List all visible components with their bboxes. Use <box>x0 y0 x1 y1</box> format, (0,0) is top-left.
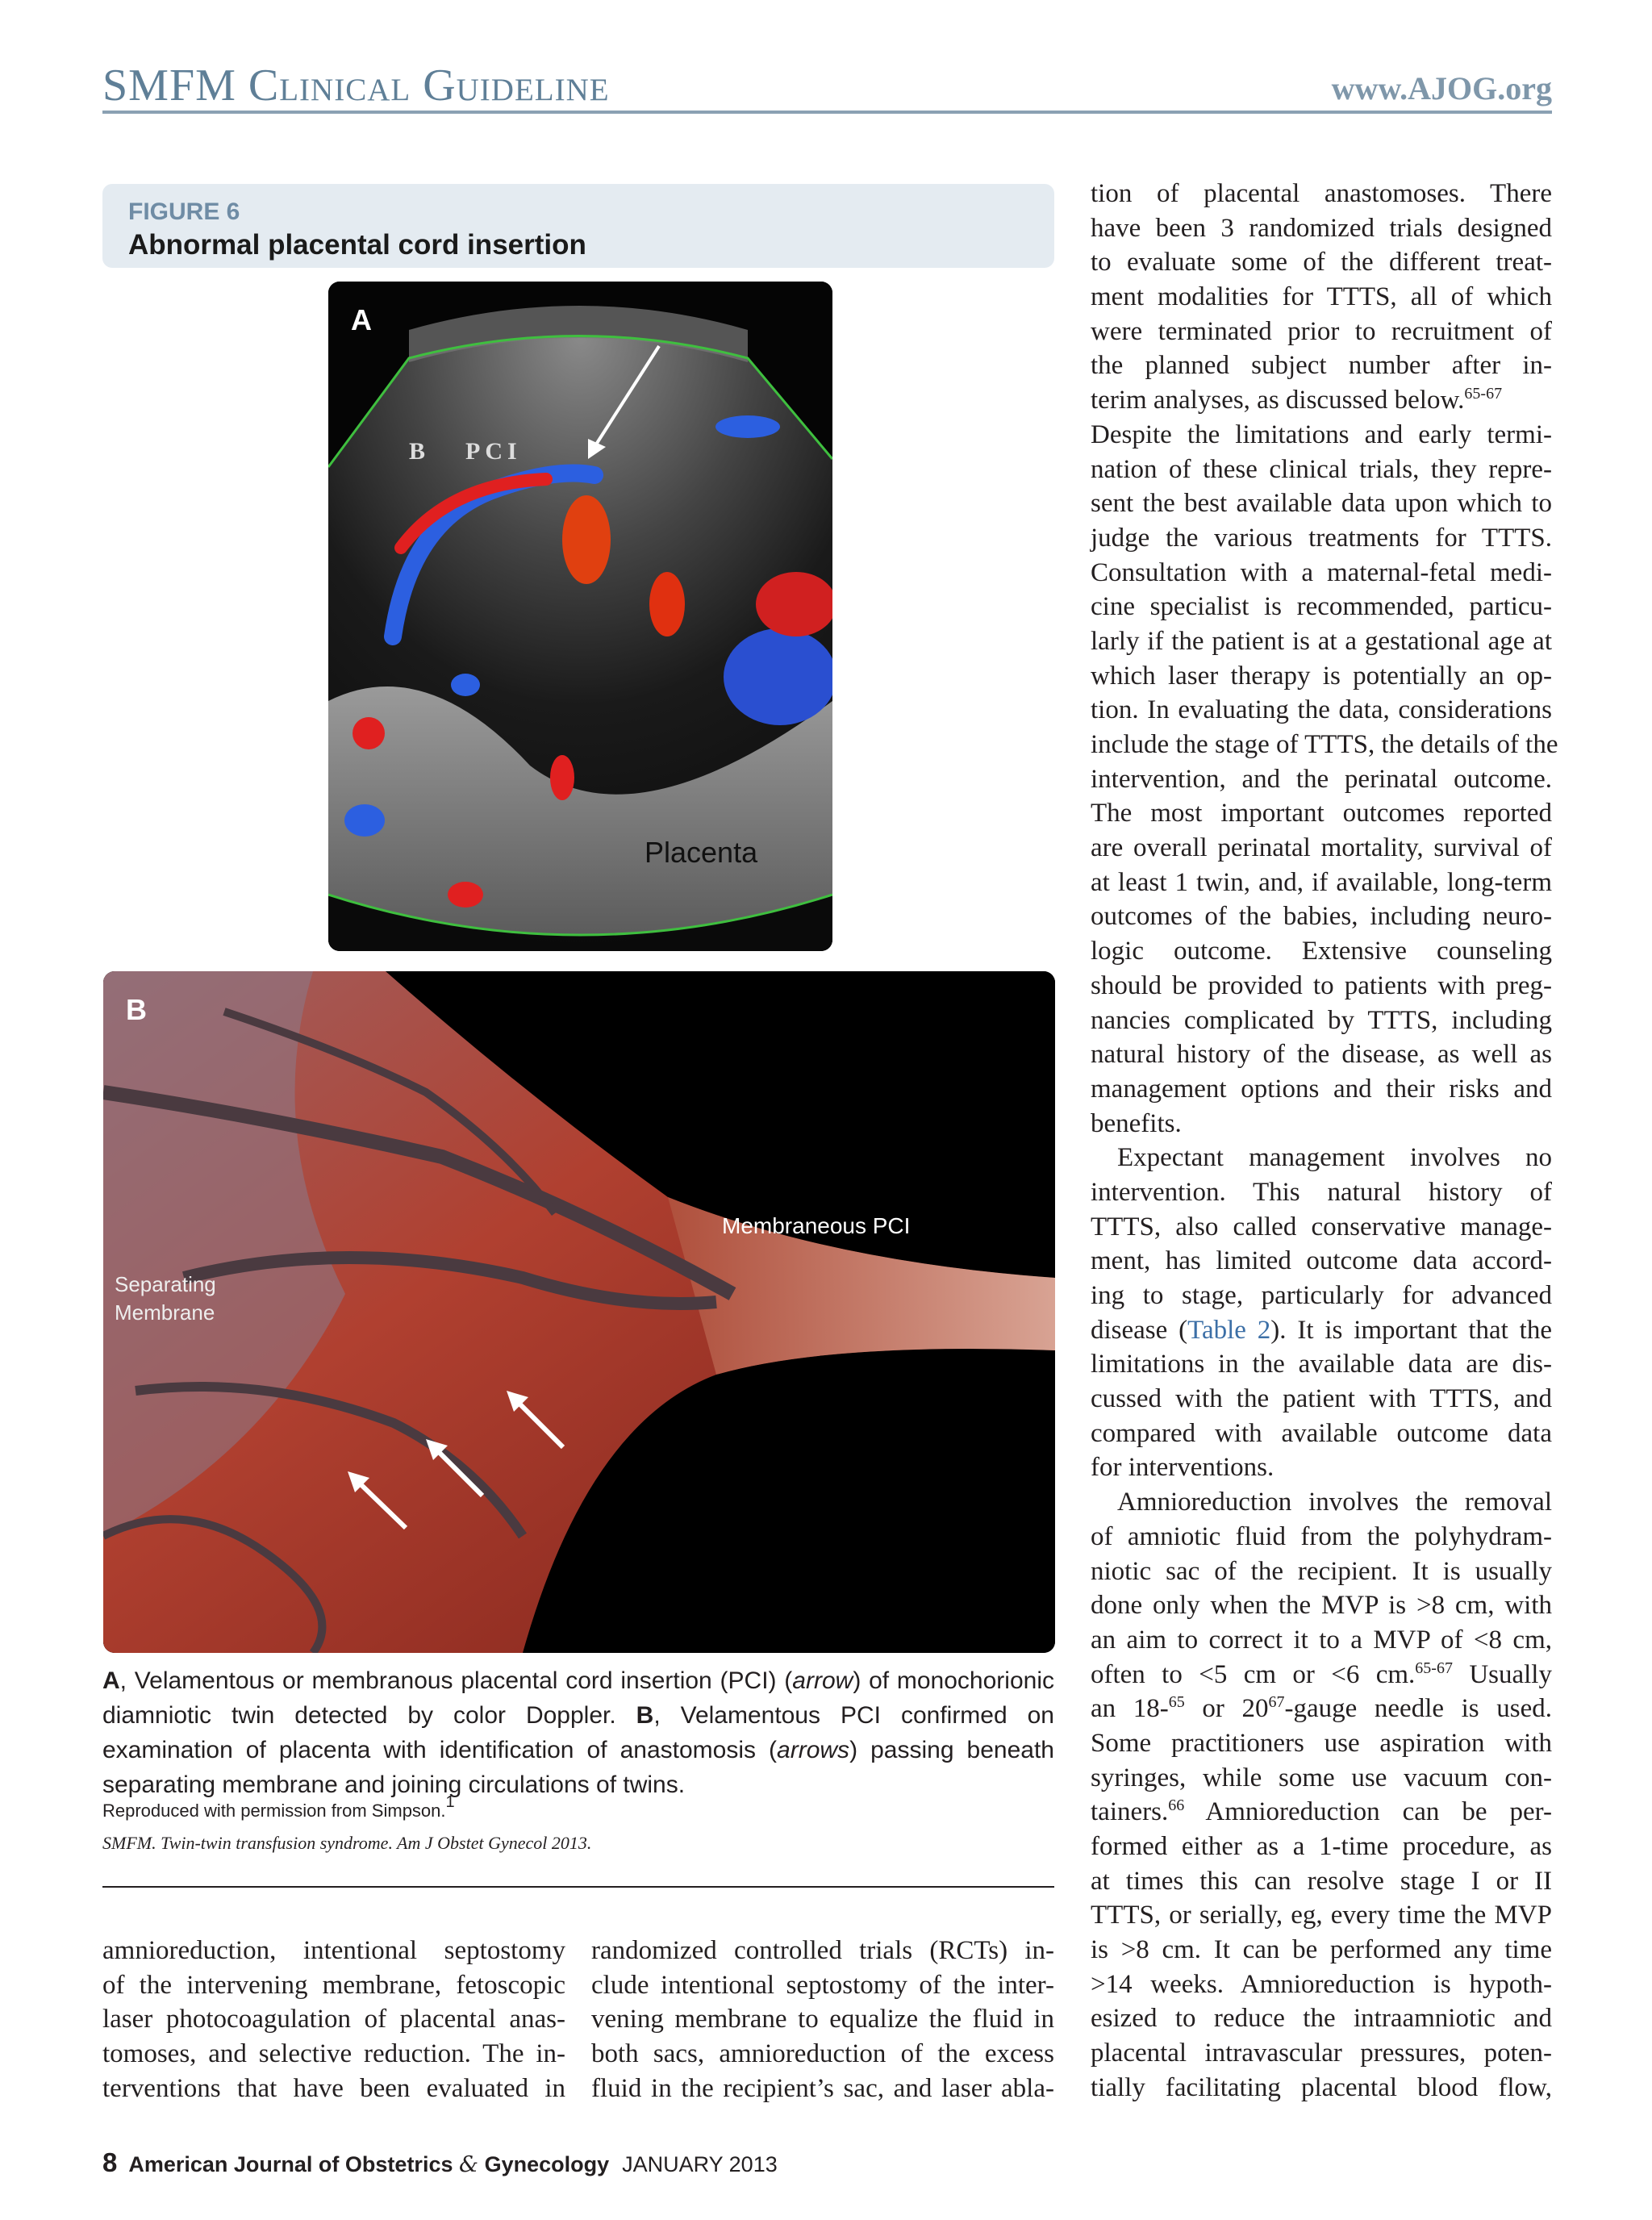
col3-line: Expectant management involves no <box>1117 1143 1552 1173</box>
caption-a-letter: A <box>102 1667 120 1694</box>
panel-a-label-pci: PCI <box>465 438 522 465</box>
col2-line: clude intentional septostomy of the inter- <box>591 1970 1054 2000</box>
col3-line: The most important outcomes reported <box>1091 799 1552 828</box>
reference-link[interactable]: 65-67 <box>1464 385 1503 403</box>
col3-line: placental intravascular pressures, poten- <box>1091 2038 1552 2068</box>
permission-text: Reproduced with permission from Simpson. <box>102 1801 446 1821</box>
col3-line: intervention. This natural history of <box>1091 1177 1552 1207</box>
placenta-photo <box>103 971 1055 1653</box>
col3-line: sent the best available data upon which to <box>1091 489 1552 519</box>
caption-b-text-2: ) passing beneath separating membrane and joining circulations of twins. <box>102 1737 1054 1798</box>
col3-line-text: or 20 <box>1184 1694 1269 1724</box>
col3-line: niotic sac of the recipient. It is usually <box>1091 1556 1552 1586</box>
col1-line: laser photocoagulation of placental anas- <box>102 2005 565 2034</box>
col3-line: an aim to correct it to a MVP of <8 cm, <box>1091 1625 1552 1655</box>
col3-line: Some practitioners use aspiration with <box>1091 1728 1552 1758</box>
col3-line: nation of these clinical trials, they repre- <box>1091 454 1552 484</box>
col1-line: terventions that have been evaluated in <box>102 2073 565 2103</box>
col3-paragraph-2 <box>1091 1141 1552 1485</box>
col3-line <box>1091 1658 1552 1692</box>
col3-line: ment, has limited outcome data accord- <box>1091 1246 1552 1276</box>
permission-ref[interactable]: 1 <box>445 1793 455 1811</box>
col3-line-text: tainers. <box>1091 1797 1169 1827</box>
figure-label: FIGURE 6 <box>128 198 240 225</box>
col3-line: were terminated prior to recruitment of <box>1091 316 1552 346</box>
figure-permission <box>102 1793 455 1821</box>
col3-line: formed either as a 1-time procedure, as <box>1091 1832 1552 1861</box>
col3-line: include the stage of TTTS, the details of the <box>1091 730 1558 759</box>
body-column-2 <box>591 1934 1054 2105</box>
col3-line: for interventions. <box>1091 1453 1274 1483</box>
col3-line: benefits. <box>1091 1108 1182 1138</box>
col3-line: ment modalities for TTTS, all of which <box>1091 282 1552 312</box>
figure-title-box <box>102 184 1054 268</box>
col1-line: amnioreduction, intentional septostomy <box>102 1936 565 1965</box>
col3-line: have been 3 randomized trials designed <box>1091 213 1552 243</box>
reference-link[interactable]: 67 <box>1268 1693 1285 1712</box>
col1-line: of the intervening membrane, fetoscopic <box>102 1970 565 2000</box>
col3-line: limitations in the available data are dis- <box>1091 1350 1552 1379</box>
col3-line-text: an 18- <box>1091 1694 1169 1724</box>
col3-line: tion of placental anastomoses. There <box>1091 179 1552 208</box>
panel-b-letter: B <box>126 993 147 1026</box>
caption-b-arrows: arrows <box>777 1737 850 1763</box>
col3-line: at times this can resolve stage I or II <box>1091 1866 1552 1896</box>
col2-line: randomized controlled trials (RCTs) in- <box>591 1936 1054 1965</box>
figure-panel-b-photo <box>103 971 1055 1653</box>
col3-line: tion. In evaluating the data, considerations <box>1091 695 1552 725</box>
figure-bottom-rule <box>102 1886 1054 1888</box>
journal-name-a: American Journal of Obstetrics <box>128 2152 453 2176</box>
col3-line: judge the various treatments for TTTS. <box>1091 523 1552 553</box>
col3-line: >14 weeks. Amnioreduction is hypoth- <box>1091 1969 1552 1999</box>
col3-line: esized to reduce the intraamniotic and <box>1091 2004 1552 2034</box>
col3-line: Consultation with a maternal-fetal medi- <box>1091 557 1552 587</box>
caption-a-text-2: ) of monochorionic diamniotic twin detected by color Doppler. <box>102 1667 1054 1729</box>
col2-line: vening membrane to equalize the fluid in <box>591 2005 1054 2034</box>
journal-ampersand: & <box>459 2152 479 2177</box>
col3-line: natural history of the disease, as well as <box>1091 1040 1552 1070</box>
running-header-title: SMFM Clinical Guideline <box>102 61 610 111</box>
col3-line: Amnioreduction involves the removal <box>1117 1488 1552 1517</box>
ultrasound-image <box>328 282 832 951</box>
col3-line: are overall perinatal mortality, survival of <box>1091 833 1552 863</box>
reference-link[interactable]: 65 <box>1168 1693 1185 1712</box>
col3-line: of amniotic fluid from the polyhydram- <box>1091 1521 1552 1551</box>
panel-a-label-b: B <box>409 438 429 465</box>
col3-line: outcomes of the babies, including neuro- <box>1091 902 1552 932</box>
panel-b-label-membraneous-pci: Membraneous PCI <box>722 1213 911 1238</box>
caption-a-text-1: , Velamentous or membranous placental cord insertion (PCI) ( <box>119 1667 793 1694</box>
panel-a-label-placenta: Placenta <box>645 836 758 869</box>
panel-a-letter: A <box>351 303 372 336</box>
reference-link[interactable]: 66 <box>1168 1796 1185 1815</box>
col3-line-text: disease ( <box>1091 1315 1188 1345</box>
caption-b-letter: B <box>636 1702 654 1729</box>
col3-line: tially facilitating placental blood flow, <box>1091 2072 1552 2102</box>
col3-line-text: Usually <box>1452 1659 1552 1689</box>
issue-date: JANUARY 2013 <box>622 2152 778 2176</box>
col1-line: tomoses, and selective reduction. The in- <box>102 2039 565 2069</box>
col3-line: ing to stage, particularly for advanced <box>1091 1281 1552 1310</box>
col3-line <box>1091 1795 1552 1830</box>
col3-line: the planned subject number after in- <box>1091 351 1552 381</box>
col3-line: nancies complicated by TTTS, including <box>1091 1005 1552 1035</box>
col3-paragraph-1 <box>1091 177 1558 1141</box>
col3-line: TTTS, or serially, eg, every time the MVP <box>1091 1901 1552 1930</box>
col2-line: both sacs, amnioreduction of the excess <box>591 2039 1054 2069</box>
col3-line <box>1091 1313 1552 1348</box>
reference-link[interactable]: 65-67 <box>1415 1659 1453 1677</box>
figure-caption <box>102 1663 1054 1802</box>
figure-citation: SMFM. Twin-twin transfusion syndrome. Am J Obstet Gynecol 2013. <box>102 1833 592 1853</box>
page-footer <box>102 2147 778 2178</box>
running-header-url[interactable]: www.AJOG.org <box>1331 70 1552 106</box>
col3-line: cine specialist is recommended, particu- <box>1091 592 1552 622</box>
panel-b-label-membrane: Membrane <box>115 1300 215 1325</box>
col3-line: which laser therapy is potentially an op- <box>1091 661 1552 691</box>
col3-line: should be provided to patients with preg- <box>1091 970 1552 1000</box>
journal-name-b: Gynecology <box>484 2152 610 2176</box>
col3-line: logic outcome. Extensive counseling <box>1091 937 1552 966</box>
table-2-link[interactable]: Table 2 <box>1187 1315 1271 1345</box>
col3-line: TTTS, also called conservative manage- <box>1091 1212 1552 1241</box>
col3-line: cussed with the patient with TTTS, and <box>1091 1384 1552 1414</box>
col3-line: intervention, and the perinatal outcome. <box>1091 764 1552 794</box>
col3-line-text: terim analyses, as discussed below. <box>1091 386 1465 415</box>
caption-b-text-1: , Velamentous PCI confirmed on examination of placenta with identification of anastomosis ( <box>102 1702 1054 1763</box>
col3-line: to evaluate some of the different treat- <box>1091 248 1552 278</box>
caption-a-arrow: arrow <box>792 1667 853 1694</box>
col3-line: syringes, while some use vacuum con- <box>1091 1763 1552 1792</box>
col3-line: Despite the limitations and early termi- <box>1091 419 1552 449</box>
body-column-1 <box>102 1934 565 2105</box>
col3-line <box>1091 1692 1552 1726</box>
figure-panel-a-ultrasound <box>328 282 832 951</box>
col3-line <box>1091 383 1552 418</box>
panel-b-label-separating: Separating <box>115 1272 216 1296</box>
col3-paragraph-3 <box>1091 1485 1552 2105</box>
col3-line: compared with available outcome data <box>1091 1418 1552 1448</box>
col3-line: is >8 cm. It can be performed any time <box>1091 1935 1552 1965</box>
col3-line: management options and their risks and <box>1091 1074 1552 1104</box>
col3-line-text: often to <5 cm or <6 cm. <box>1091 1659 1416 1689</box>
col3-line-text: Amnioreduction can be per- <box>1184 1797 1552 1827</box>
col3-line-text: -gauge needle is used. <box>1284 1694 1552 1724</box>
col3-line: larly if the patient is at a gestational age at <box>1091 626 1552 656</box>
page-number: 8 <box>102 2147 118 2177</box>
col3-line-text: ). It is important that the <box>1270 1315 1552 1345</box>
col3-line: at least 1 twin, and, if available, long-term <box>1091 867 1552 897</box>
col3-line: done only when the MVP is >8 cm, with <box>1091 1591 1552 1621</box>
col2-line: fluid in the recipient’s sac, and laser abla- <box>591 2073 1054 2103</box>
figure-title: Abnormal placental cord insertion <box>128 229 586 261</box>
header-rule <box>102 111 1552 114</box>
body-column-3 <box>1091 177 1558 2105</box>
